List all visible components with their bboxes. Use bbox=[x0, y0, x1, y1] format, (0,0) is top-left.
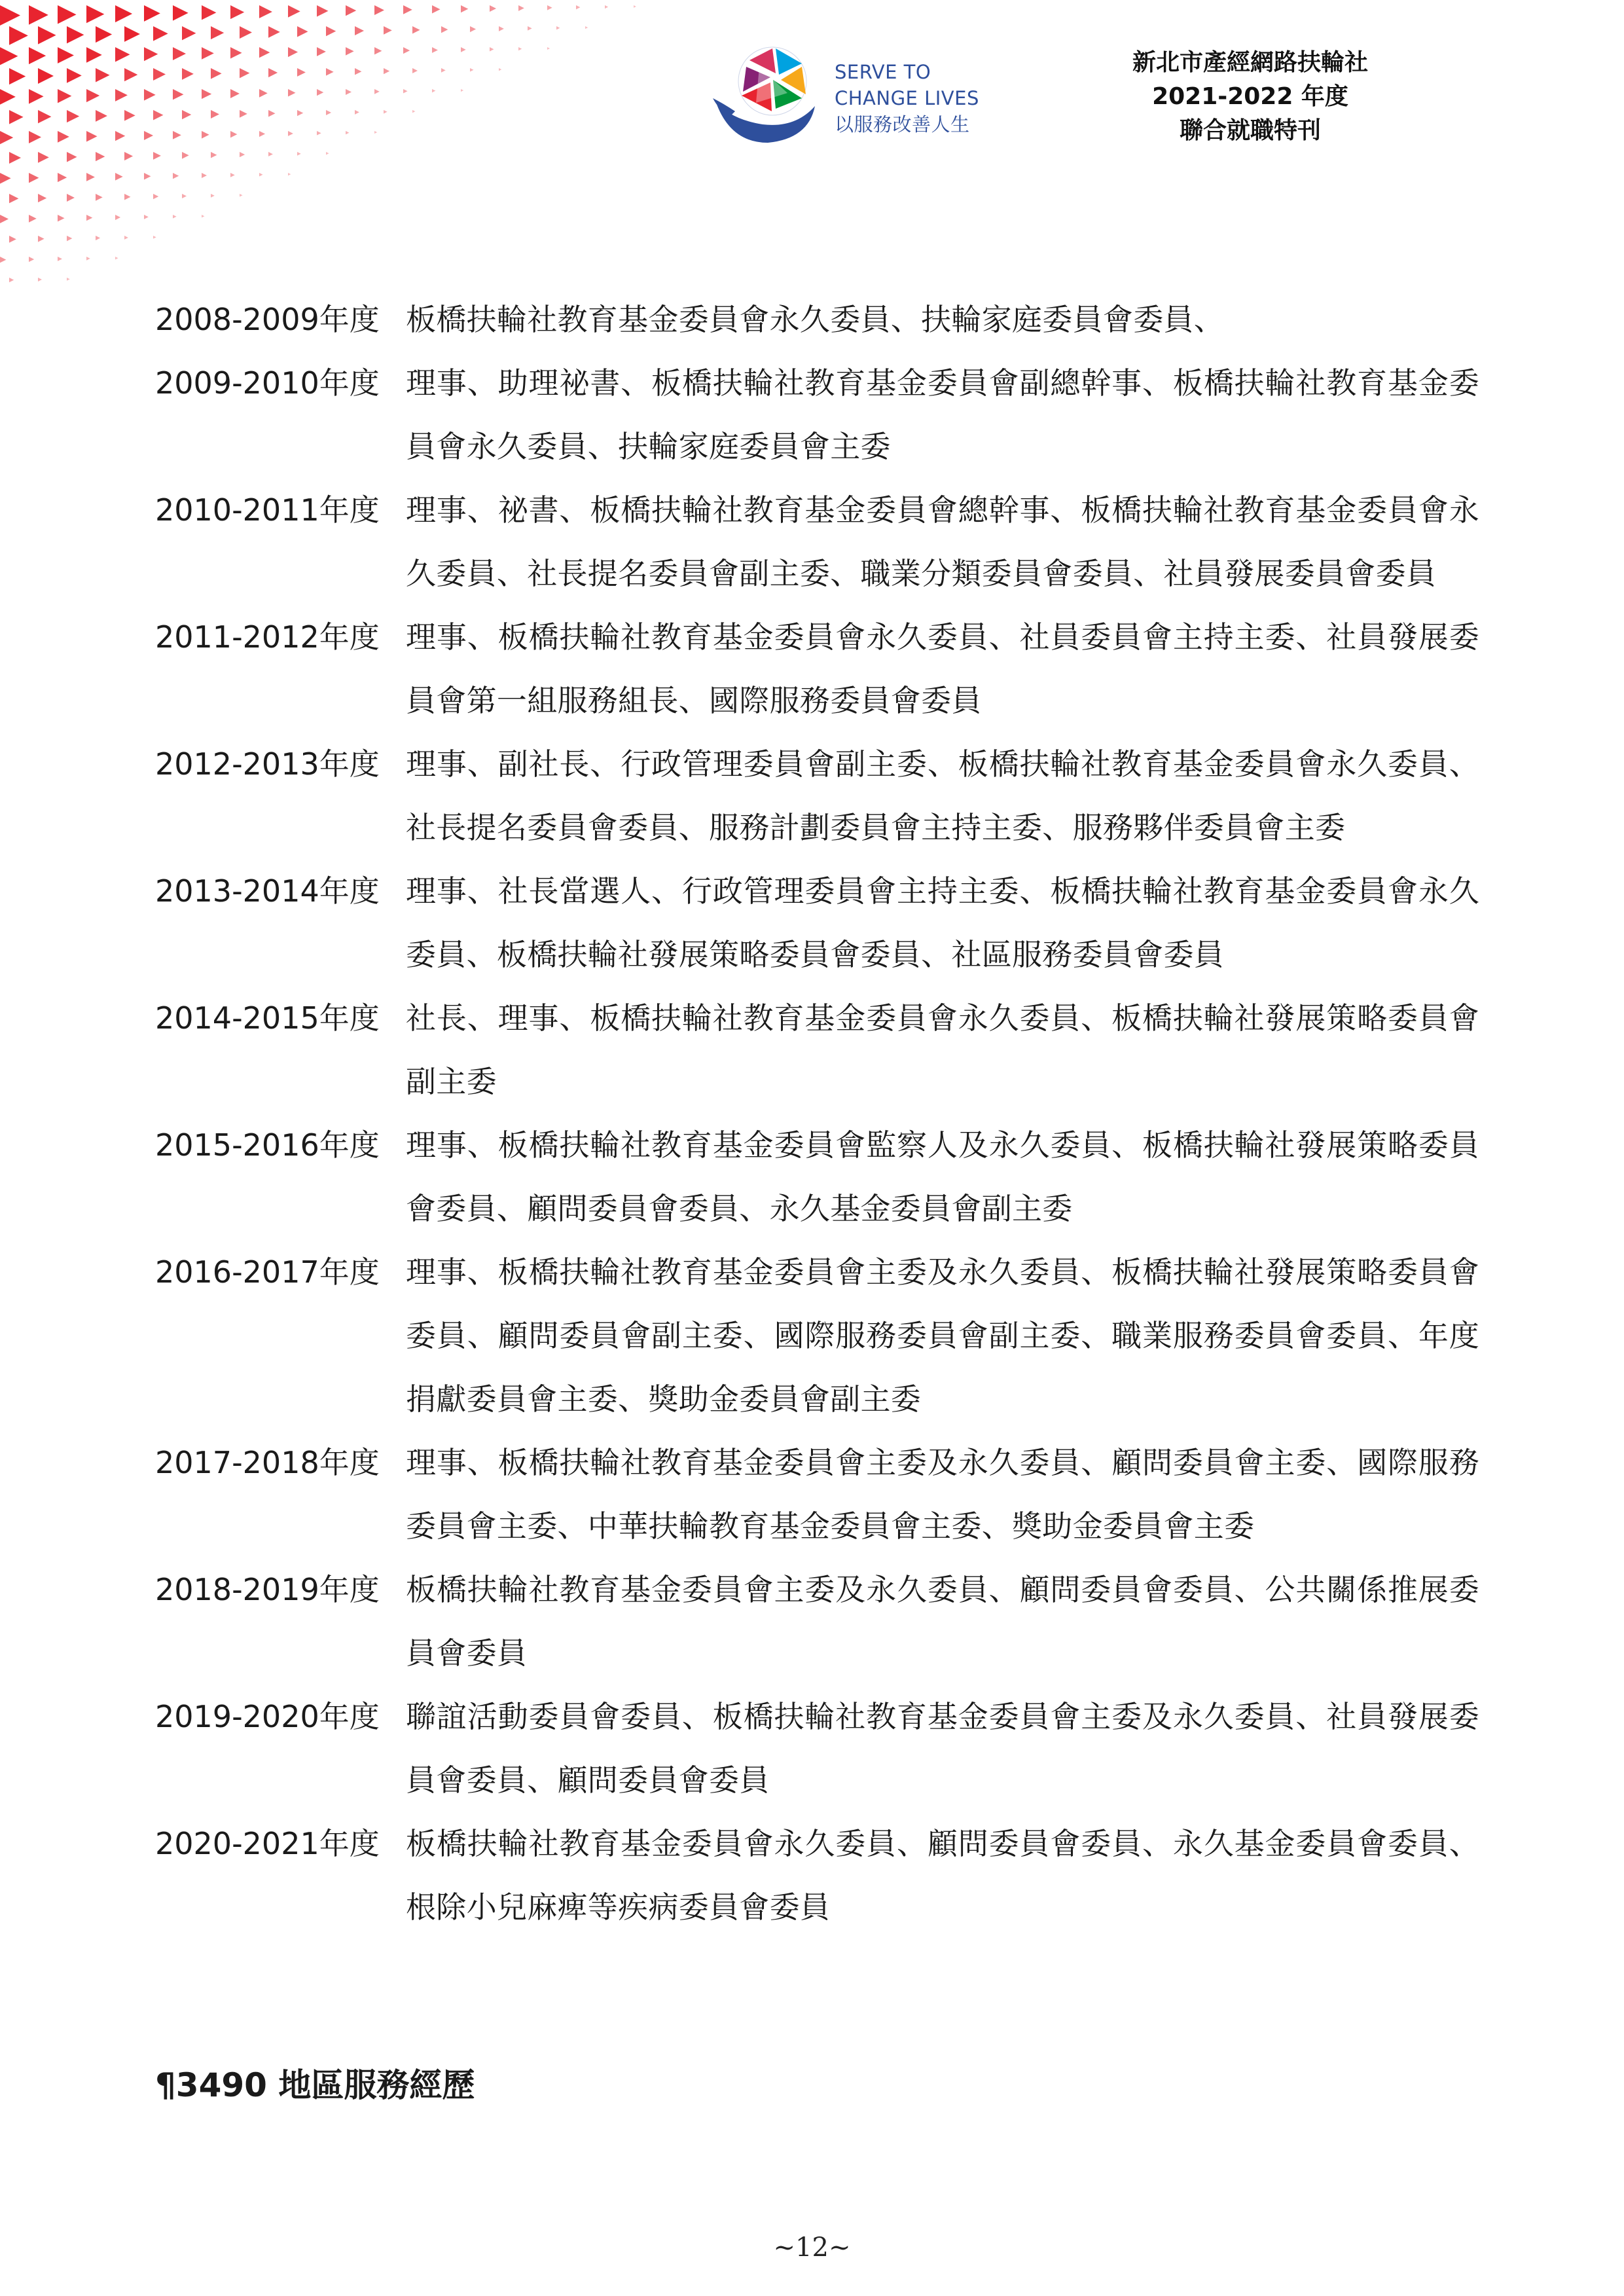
service-entry bbox=[155, 1431, 1490, 1558]
service-entry bbox=[155, 733, 1490, 860]
service-entry bbox=[155, 1812, 1490, 1939]
service-entry bbox=[155, 606, 1490, 733]
service-entry bbox=[155, 288, 1490, 352]
entry-year: 2016-2017年度 bbox=[155, 1254, 380, 1290]
service-history-list bbox=[155, 288, 1490, 1939]
rotary-theme-logo bbox=[710, 41, 985, 149]
service-entry bbox=[155, 987, 1490, 1114]
header-year: 2021-2022 年度 bbox=[1152, 83, 1348, 110]
logo-text bbox=[835, 59, 992, 137]
entry-year: 2008-2009年度 bbox=[155, 302, 380, 337]
entry-year: 2014-2015年度 bbox=[155, 1000, 380, 1036]
entry-roles: 理事、社長當選人、行政管理委員會主持主委、板橋扶輪社教育基金委員會永久委員、板橋扶輪社發展策略委員會委員、社區服務委員會委員 bbox=[406, 873, 1479, 972]
entry-year: 2020-2021年度 bbox=[155, 1826, 380, 1861]
entry-year: 2009-2010年度 bbox=[155, 365, 380, 401]
page-number: ~12~ bbox=[773, 2232, 851, 2263]
section-heading: ¶3490 地區服務經歷 bbox=[155, 2066, 475, 2104]
entry-roles: 理事、板橋扶輪社教育基金委員會監察人及永久委員、板橋扶輪社發展策略委員會委員、顧問委員會委員、永久基金委員會副主委 bbox=[406, 1127, 1479, 1226]
entry-year: 2013-2014年度 bbox=[155, 873, 380, 909]
entry-roles: 理事、助理祕書、板橋扶輪社教育基金委員會副總幹事、板橋扶輪社教育基金委員會永久委員、扶輪家庭委員會主委 bbox=[406, 365, 1479, 464]
entry-year: 2018-2019年度 bbox=[155, 1572, 380, 1607]
entry-year: 2010-2011年度 bbox=[155, 492, 380, 528]
service-entry bbox=[155, 860, 1490, 987]
entry-year: 2012-2013年度 bbox=[155, 746, 380, 782]
entry-roles: 板橋扶輪社教育基金委員會主委及永久委員、顧問委員會委員、公共關係推展委員會委員 bbox=[406, 1572, 1479, 1671]
entry-year: 2019-2020年度 bbox=[155, 1699, 380, 1734]
header-publication: 聯合就職特刊 bbox=[1179, 117, 1321, 144]
service-entry bbox=[155, 1241, 1490, 1431]
globe-hands-logo-icon bbox=[710, 41, 821, 149]
service-entry bbox=[155, 352, 1490, 479]
logo-line-serve-to: SERVE TO bbox=[835, 61, 931, 83]
service-entry bbox=[155, 1114, 1490, 1241]
service-entry bbox=[155, 1558, 1490, 1685]
entry-roles: 板橋扶輪社教育基金委員會永久委員、顧問委員會委員、永久基金委員會委員、根除小兒麻痺等疾病委員會委員 bbox=[406, 1826, 1479, 1925]
entry-year: 2017-2018年度 bbox=[155, 1445, 380, 1480]
corner-decoration-pattern bbox=[0, 0, 687, 308]
entry-year: 2015-2016年度 bbox=[155, 1127, 380, 1163]
entry-roles: 理事、板橋扶輪社教育基金委員會永久委員、社員委員會主持主委、社員發展委員會第一組服務組長、國際服務委員會委員 bbox=[406, 619, 1479, 718]
entry-year: 2011-2012年度 bbox=[155, 619, 380, 655]
header-title bbox=[1060, 46, 1440, 148]
logo-line-chinese-slogan: 以服務改善人生 bbox=[835, 113, 970, 136]
entry-roles: 聯誼活動委員會委員、板橋扶輪社教育基金委員會主委及永久委員、社員發展委員會委員、顧問委員會委員 bbox=[406, 1699, 1479, 1798]
service-entry bbox=[155, 1685, 1490, 1812]
header-club-name: 新北市產經網路扶輪社 bbox=[1132, 49, 1368, 76]
logo-line-change-lives: CHANGE LIVES bbox=[835, 87, 979, 109]
entry-roles: 社長、理事、板橋扶輪社教育基金委員會永久委員、板橋扶輪社發展策略委員會副主委 bbox=[406, 1000, 1479, 1099]
service-entry bbox=[155, 479, 1490, 606]
entry-roles: 理事、板橋扶輪社教育基金委員會主委及永久委員、顧問委員會主委、國際服務委員會主委、中華扶輪教育基金委員會主委、獎助金委員會主委 bbox=[406, 1445, 1479, 1544]
entry-roles: 板橋扶輪社教育基金委員會永久委員、扶輪家庭委員會委員、 bbox=[406, 302, 1225, 337]
entry-roles: 理事、板橋扶輪社教育基金委員會主委及永久委員、板橋扶輪社發展策略委員會委員、顧問委員會副主委、國際服務委員會副主委、職業服務委員會委員、年度捐獻委員會主委、獎助金委員會副主委 bbox=[406, 1254, 1479, 1417]
entry-roles: 理事、副社長、行政管理委員會副主委、板橋扶輪社教育基金委員會永久委員、社長提名委員會委員、服務計劃委員會主持主委、服務夥伴委員會主委 bbox=[406, 746, 1479, 845]
entry-roles: 理事、祕書、板橋扶輪社教育基金委員會總幹事、板橋扶輪社教育基金委員會永久委員、社長提名委員會副主委、職業分類委員會委員、社員發展委員會委員 bbox=[406, 492, 1479, 591]
